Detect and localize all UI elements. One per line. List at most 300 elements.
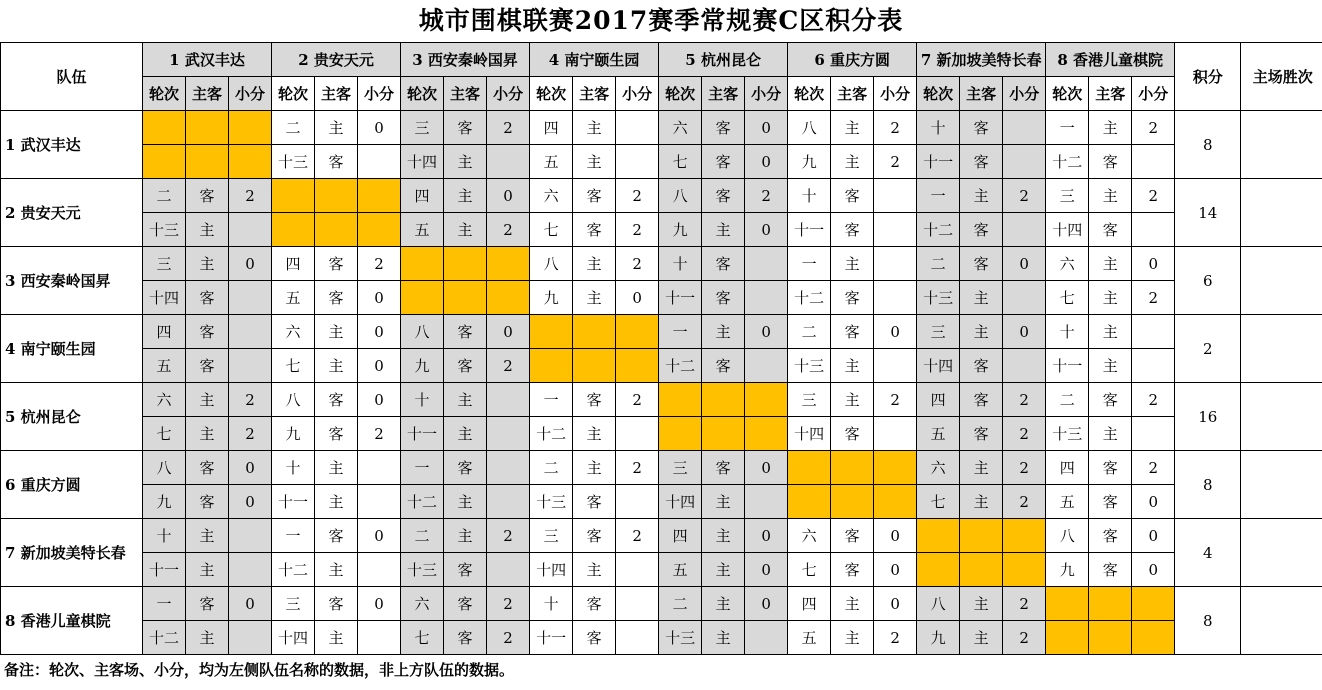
match-cell: 五 <box>917 417 960 451</box>
match-cell: 十四 <box>917 349 960 383</box>
match-cell: 2 <box>487 111 530 145</box>
match-cell: 0 <box>745 519 788 553</box>
match-cell: 客 <box>573 519 616 553</box>
match-cell: 六 <box>659 111 702 145</box>
match-cell: 2 <box>1003 179 1046 213</box>
sub-header: 小分 <box>1003 77 1046 111</box>
match-cell <box>1132 349 1175 383</box>
page-title: 城市围棋联赛2017赛季常规赛C区积分表 <box>418 6 904 35</box>
match-cell: 七 <box>917 485 960 519</box>
self-match-cell <box>659 383 702 417</box>
match-cell: 2 <box>229 417 272 451</box>
match-cell: 主 <box>1089 111 1132 145</box>
match-cell <box>229 213 272 247</box>
team-name: 3 西安秦岭国昇 <box>1 247 143 315</box>
sub-header: 小分 <box>1132 77 1175 111</box>
points-value: 14 <box>1175 179 1241 247</box>
match-cell: 0 <box>1132 247 1175 281</box>
match-cell: 十二 <box>530 417 573 451</box>
match-cell: 二 <box>143 179 186 213</box>
match-cell: 主 <box>186 247 229 281</box>
self-match-cell <box>745 383 788 417</box>
match-cell: 主 <box>444 213 487 247</box>
match-cell: 客 <box>315 383 358 417</box>
match-cell: 主 <box>1089 247 1132 281</box>
match-cell: 十四 <box>1046 213 1089 247</box>
sub-header: 轮次 <box>530 77 573 111</box>
match-cell: 六 <box>1046 247 1089 281</box>
match-cell: 2 <box>1003 621 1046 655</box>
match-cell <box>874 213 917 247</box>
match-cell: 主 <box>702 485 745 519</box>
match-cell: 四 <box>917 383 960 417</box>
match-cell: 客 <box>186 451 229 485</box>
sub-header: 小分 <box>487 77 530 111</box>
match-cell: 客 <box>702 179 745 213</box>
match-cell: 客 <box>573 621 616 655</box>
match-cell: 十二 <box>272 553 315 587</box>
opponent-header: 8 香港儿童棋院 <box>1046 43 1175 77</box>
match-cell: 主 <box>444 145 487 179</box>
match-cell: 二 <box>1046 383 1089 417</box>
match-cell: 主 <box>315 553 358 587</box>
self-match-cell <box>1046 621 1089 655</box>
match-cell: 八 <box>788 111 831 145</box>
match-cell: 十四 <box>659 485 702 519</box>
match-cell: 2 <box>1132 111 1175 145</box>
match-cell <box>874 247 917 281</box>
match-cell: 九 <box>788 145 831 179</box>
match-cell: 十一 <box>272 485 315 519</box>
match-cell <box>229 519 272 553</box>
self-match-cell <box>874 485 917 519</box>
self-match-cell <box>444 281 487 315</box>
match-cell <box>229 281 272 315</box>
match-cell: 0 <box>229 451 272 485</box>
self-match-cell <box>831 485 874 519</box>
match-cell: 客 <box>444 349 487 383</box>
match-cell: 十一 <box>530 621 573 655</box>
match-cell: 2 <box>487 213 530 247</box>
match-cell: 0 <box>745 145 788 179</box>
points-value: 16 <box>1175 383 1241 451</box>
sub-header: 主客 <box>1089 77 1132 111</box>
opponent-header: 7 新加坡美特长春 <box>917 43 1046 77</box>
match-cell: 一 <box>143 587 186 621</box>
self-match-cell <box>487 247 530 281</box>
match-cell: 0 <box>1132 553 1175 587</box>
match-cell <box>358 485 401 519</box>
self-match-cell <box>1003 553 1046 587</box>
match-cell: 客 <box>1089 145 1132 179</box>
match-cell: 一 <box>272 519 315 553</box>
home-wins-value <box>1241 179 1322 247</box>
team-name: 6 重庆方圆 <box>1 451 143 519</box>
match-cell: 十三 <box>272 145 315 179</box>
match-cell: 五 <box>659 553 702 587</box>
match-cell: 客 <box>573 485 616 519</box>
match-cell: 主 <box>960 451 1003 485</box>
match-cell <box>487 485 530 519</box>
match-cell: 客 <box>831 553 874 587</box>
match-cell: 十二 <box>1046 145 1089 179</box>
self-match-cell <box>573 349 616 383</box>
match-cell: 客 <box>444 451 487 485</box>
match-cell: 十三 <box>917 281 960 315</box>
match-cell: 0 <box>874 587 917 621</box>
match-cell: 2 <box>1132 179 1175 213</box>
match-cell: 0 <box>874 315 917 349</box>
match-cell <box>358 145 401 179</box>
points-column-header: 积分 <box>1175 43 1241 111</box>
match-cell: 客 <box>186 349 229 383</box>
match-cell: 客 <box>186 281 229 315</box>
home-wins-value <box>1241 247 1322 315</box>
match-cell <box>745 349 788 383</box>
match-cell <box>745 247 788 281</box>
self-match-cell <box>1089 621 1132 655</box>
match-cell: 主 <box>831 111 874 145</box>
match-cell: 十三 <box>530 485 573 519</box>
match-cell: 七 <box>788 553 831 587</box>
home-wins-value <box>1241 587 1322 655</box>
match-cell: 十四 <box>272 621 315 655</box>
match-cell <box>1003 281 1046 315</box>
match-cell: 主 <box>186 213 229 247</box>
match-cell: 主 <box>186 383 229 417</box>
match-cell: 客 <box>444 315 487 349</box>
match-cell <box>487 383 530 417</box>
match-cell: 主 <box>960 621 1003 655</box>
self-match-cell <box>487 281 530 315</box>
match-cell <box>358 621 401 655</box>
match-cell: 九 <box>143 485 186 519</box>
match-cell: 二 <box>530 451 573 485</box>
match-cell: 九 <box>272 417 315 451</box>
match-cell: 主 <box>1089 281 1132 315</box>
match-cell: 十一 <box>1046 349 1089 383</box>
match-cell <box>745 485 788 519</box>
match-cell: 十一 <box>143 553 186 587</box>
match-cell: 客 <box>960 247 1003 281</box>
match-cell <box>616 417 659 451</box>
match-cell: 十三 <box>1046 417 1089 451</box>
match-cell <box>1132 213 1175 247</box>
match-cell: 二 <box>401 519 444 553</box>
match-cell: 十一 <box>659 281 702 315</box>
match-cell: 客 <box>573 383 616 417</box>
self-match-cell <box>1132 587 1175 621</box>
self-match-cell <box>186 145 229 179</box>
match-cell: 十三 <box>143 213 186 247</box>
match-cell: 四 <box>530 111 573 145</box>
self-match-cell <box>960 519 1003 553</box>
match-cell: 主 <box>702 621 745 655</box>
match-cell <box>1003 213 1046 247</box>
points-value: 6 <box>1175 247 1241 315</box>
points-value: 2 <box>1175 315 1241 383</box>
match-cell: 2 <box>1003 417 1046 451</box>
self-match-cell <box>788 451 831 485</box>
footnote: 备注：轮次、主客场、小分，均为左侧队伍名称的数据，非上方队伍的数据。 <box>4 661 515 679</box>
match-cell: 十 <box>530 587 573 621</box>
match-cell: 客 <box>315 145 358 179</box>
match-cell: 主 <box>444 519 487 553</box>
match-cell: 十三 <box>659 621 702 655</box>
match-cell: 主 <box>702 587 745 621</box>
match-cell: 客 <box>960 111 1003 145</box>
match-cell: 四 <box>143 315 186 349</box>
match-cell <box>874 281 917 315</box>
match-cell <box>745 281 788 315</box>
opponent-header: 1 武汉丰达 <box>143 43 272 77</box>
match-cell: 主 <box>831 587 874 621</box>
match-cell: 2 <box>745 179 788 213</box>
match-cell: 客 <box>1089 451 1132 485</box>
match-cell: 二 <box>788 315 831 349</box>
match-cell: 五 <box>530 145 573 179</box>
match-cell: 主 <box>831 145 874 179</box>
match-cell: 客 <box>831 281 874 315</box>
match-cell: 五 <box>1046 485 1089 519</box>
opponent-header: 2 贵安天元 <box>272 43 401 77</box>
match-cell: 2 <box>229 383 272 417</box>
match-cell: 十二 <box>143 621 186 655</box>
match-cell: 0 <box>358 315 401 349</box>
match-cell: 客 <box>702 111 745 145</box>
sub-header: 主客 <box>831 77 874 111</box>
match-cell: 七 <box>659 145 702 179</box>
self-match-cell <box>530 349 573 383</box>
match-cell: 2 <box>1132 281 1175 315</box>
match-cell: 主 <box>573 247 616 281</box>
match-cell: 五 <box>788 621 831 655</box>
team-name: 7 新加坡美特长春 <box>1 519 143 587</box>
match-cell: 2 <box>487 349 530 383</box>
self-match-cell <box>186 111 229 145</box>
self-match-cell <box>960 553 1003 587</box>
team-name: 5 杭州昆仑 <box>1 383 143 451</box>
match-cell: 0 <box>229 587 272 621</box>
sub-header: 主客 <box>315 77 358 111</box>
match-cell: 2 <box>616 519 659 553</box>
match-cell: 主 <box>186 621 229 655</box>
self-match-cell <box>1132 621 1175 655</box>
match-cell: 客 <box>831 519 874 553</box>
match-cell: 八 <box>272 383 315 417</box>
match-cell: 八 <box>401 315 444 349</box>
match-cell: 客 <box>831 315 874 349</box>
self-match-cell <box>874 451 917 485</box>
match-cell: 客 <box>444 587 487 621</box>
match-cell: 一 <box>917 179 960 213</box>
match-cell: 四 <box>659 519 702 553</box>
sub-header: 主客 <box>573 77 616 111</box>
match-cell: 客 <box>831 213 874 247</box>
match-cell: 主 <box>573 145 616 179</box>
match-cell: 一 <box>1046 111 1089 145</box>
match-cell: 三 <box>143 247 186 281</box>
match-cell: 主 <box>831 621 874 655</box>
match-cell: 0 <box>229 247 272 281</box>
sub-header: 轮次 <box>917 77 960 111</box>
match-cell <box>1003 349 1046 383</box>
match-cell <box>1003 145 1046 179</box>
match-cell: 十一 <box>401 417 444 451</box>
sub-header: 小分 <box>616 77 659 111</box>
match-cell: 六 <box>917 451 960 485</box>
match-cell: 2 <box>616 383 659 417</box>
match-cell: 2 <box>358 417 401 451</box>
match-cell: 十二 <box>917 213 960 247</box>
match-cell: 一 <box>401 451 444 485</box>
match-cell: 主 <box>315 349 358 383</box>
match-cell: 客 <box>702 281 745 315</box>
match-cell: 0 <box>745 587 788 621</box>
match-cell <box>229 553 272 587</box>
match-cell: 客 <box>315 281 358 315</box>
sub-header: 轮次 <box>788 77 831 111</box>
match-cell: 三 <box>659 451 702 485</box>
match-cell: 三 <box>917 315 960 349</box>
match-cell: 客 <box>573 213 616 247</box>
match-cell: 主 <box>573 553 616 587</box>
match-cell: 客 <box>1089 519 1132 553</box>
team-column-header: 队伍 <box>1 43 143 111</box>
self-match-cell <box>272 213 315 247</box>
match-cell <box>487 451 530 485</box>
match-cell: 2 <box>1132 383 1175 417</box>
self-match-cell <box>315 179 358 213</box>
points-value: 8 <box>1175 111 1241 179</box>
match-cell: 十 <box>788 179 831 213</box>
home-wins-value <box>1241 451 1322 519</box>
points-value: 4 <box>1175 519 1241 587</box>
match-cell: 四 <box>788 587 831 621</box>
match-cell: 客 <box>831 179 874 213</box>
self-match-cell <box>358 179 401 213</box>
self-match-cell <box>272 179 315 213</box>
match-cell: 2 <box>358 247 401 281</box>
match-cell: 九 <box>917 621 960 655</box>
match-cell: 九 <box>401 349 444 383</box>
match-cell: 七 <box>272 349 315 383</box>
home-wins-value <box>1241 315 1322 383</box>
match-cell: 客 <box>186 485 229 519</box>
self-match-cell <box>315 213 358 247</box>
home-wins-value <box>1241 519 1322 587</box>
match-cell: 客 <box>960 213 1003 247</box>
self-match-cell <box>616 315 659 349</box>
home-wins-value <box>1241 111 1322 179</box>
match-cell <box>1132 417 1175 451</box>
match-cell: 客 <box>1089 213 1132 247</box>
match-cell: 主 <box>186 417 229 451</box>
sub-header: 主客 <box>702 77 745 111</box>
match-cell: 八 <box>530 247 573 281</box>
match-cell <box>616 621 659 655</box>
home-wins-column-header: 主场胜次 <box>1241 43 1322 111</box>
self-match-cell <box>745 417 788 451</box>
sub-header: 轮次 <box>401 77 444 111</box>
match-cell <box>874 349 917 383</box>
match-cell: 客 <box>186 587 229 621</box>
match-cell: 十四 <box>401 145 444 179</box>
match-cell: 主 <box>831 349 874 383</box>
match-cell: 主 <box>960 587 1003 621</box>
match-cell: 0 <box>487 179 530 213</box>
match-cell: 0 <box>745 451 788 485</box>
match-cell: 主 <box>444 383 487 417</box>
match-cell: 三 <box>1046 179 1089 213</box>
match-cell: 主 <box>315 451 358 485</box>
match-cell: 主 <box>573 417 616 451</box>
match-cell <box>616 145 659 179</box>
match-cell: 0 <box>358 349 401 383</box>
self-match-cell <box>573 315 616 349</box>
match-cell: 九 <box>659 213 702 247</box>
match-cell: 客 <box>702 349 745 383</box>
self-match-cell <box>530 315 573 349</box>
match-cell: 主 <box>444 485 487 519</box>
match-cell: 主 <box>315 111 358 145</box>
match-cell: 0 <box>745 111 788 145</box>
match-cell: 0 <box>358 383 401 417</box>
match-cell: 2 <box>229 179 272 213</box>
match-cell: 0 <box>616 281 659 315</box>
match-cell: 0 <box>745 553 788 587</box>
match-cell: 客 <box>315 519 358 553</box>
match-cell: 0 <box>358 111 401 145</box>
match-cell: 六 <box>401 587 444 621</box>
match-cell: 八 <box>1046 519 1089 553</box>
match-cell: 一 <box>530 383 573 417</box>
match-cell: 2 <box>487 519 530 553</box>
match-cell <box>229 315 272 349</box>
match-cell: 一 <box>788 247 831 281</box>
self-match-cell <box>143 111 186 145</box>
match-cell: 0 <box>1132 519 1175 553</box>
match-cell: 2 <box>616 247 659 281</box>
home-wins-value <box>1241 383 1322 451</box>
points-value: 8 <box>1175 587 1241 655</box>
match-cell: 客 <box>444 553 487 587</box>
match-cell: 2 <box>1132 451 1175 485</box>
match-cell: 八 <box>917 587 960 621</box>
match-cell <box>1132 315 1175 349</box>
match-cell: 主 <box>573 111 616 145</box>
match-cell: 主 <box>702 213 745 247</box>
team-name: 1 武汉丰达 <box>1 111 143 179</box>
match-cell: 主 <box>1089 315 1132 349</box>
match-cell: 主 <box>831 383 874 417</box>
match-cell: 十一 <box>917 145 960 179</box>
self-match-cell <box>616 349 659 383</box>
match-cell: 主 <box>1089 349 1132 383</box>
match-cell: 五 <box>272 281 315 315</box>
match-cell: 客 <box>960 145 1003 179</box>
match-cell: 2 <box>874 145 917 179</box>
self-match-cell <box>229 145 272 179</box>
match-cell: 2 <box>616 179 659 213</box>
sub-header: 主客 <box>960 77 1003 111</box>
match-cell <box>229 349 272 383</box>
self-match-cell <box>831 451 874 485</box>
match-cell: 0 <box>1003 315 1046 349</box>
match-cell: 主 <box>960 315 1003 349</box>
match-cell: 0 <box>1003 247 1046 281</box>
match-cell: 九 <box>1046 553 1089 587</box>
